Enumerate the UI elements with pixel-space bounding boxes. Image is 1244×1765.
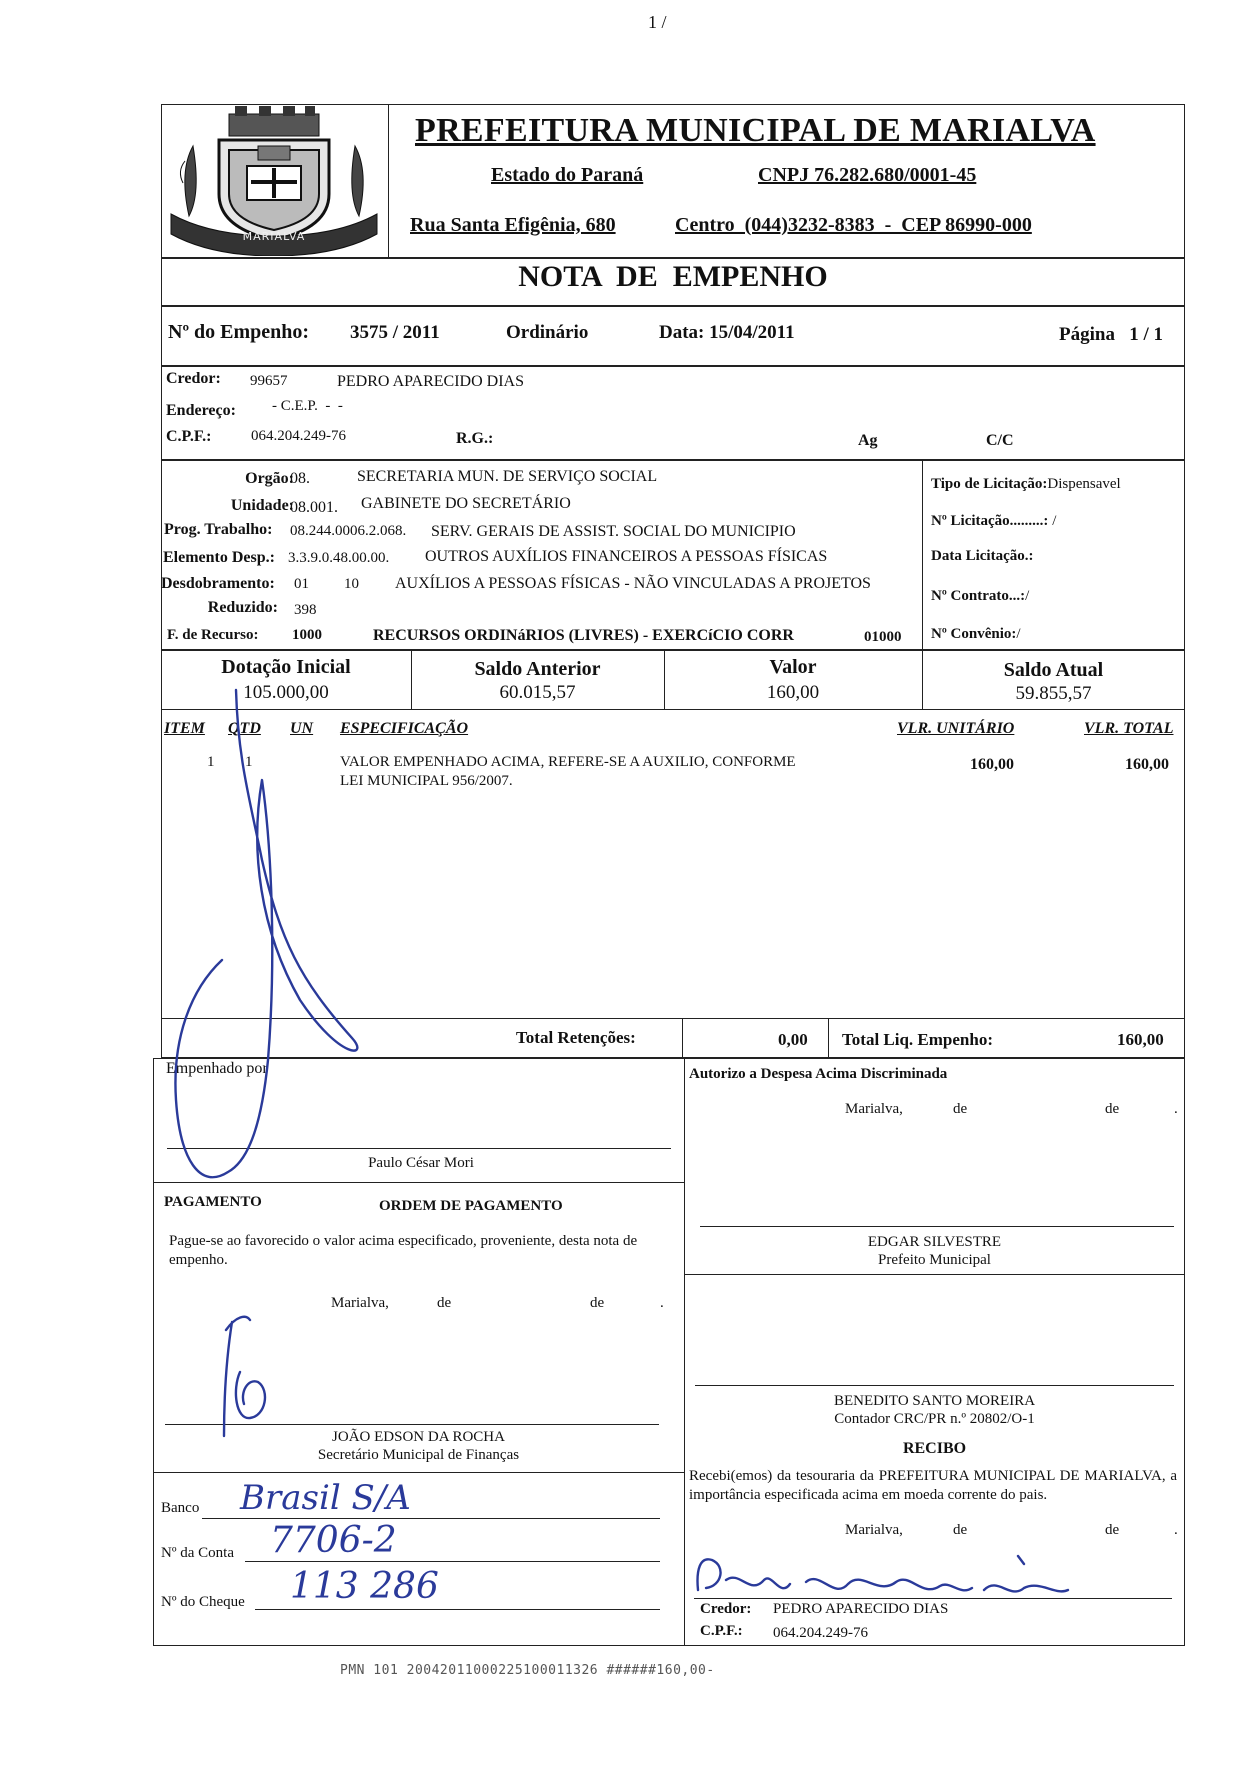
rg-label: R.G.:: [456, 430, 494, 447]
address-label: Rua Santa Efigênia, 680: [410, 214, 616, 236]
ag-label: Ag: [858, 432, 878, 449]
credor-code: 99657: [250, 373, 288, 389]
row-espec-line2: LEI MUNICIPAL 956/2007.: [340, 773, 513, 789]
tipo-licitacao-label: Tipo de Licitação:Dispensavel: [931, 476, 1121, 492]
recibo-credor-name: PEDRO APARECIDO DIAS: [773, 1601, 949, 1617]
credor-name: PEDRO APARECIDO DIAS: [337, 373, 524, 390]
cheque-handwritten-value: 113 286: [290, 1566, 439, 1607]
unidade-code: 08.001.: [290, 499, 338, 516]
row-item: 1: [207, 754, 215, 770]
col-vlr-unitario: VLR. UNITÁRIO: [897, 720, 1015, 737]
cc-label: C/C: [986, 432, 1014, 449]
recibo-local: Marialva,: [845, 1522, 903, 1538]
elemento-label: Elemento Desp.:: [163, 549, 275, 566]
pagamento-local: Marialva,: [331, 1295, 389, 1311]
pagamento-dot: .: [660, 1295, 664, 1311]
pagamento-de1: de: [437, 1295, 452, 1311]
valor-value: 160,00: [766, 682, 820, 703]
col-vlr-total: VLR. TOTAL: [1084, 720, 1174, 737]
banco-label: Banco: [161, 1500, 200, 1516]
row-qtd: 1: [245, 754, 253, 770]
row-vlr-unit: 160,00: [970, 756, 1014, 773]
conta-handwritten-value: 7706-2: [270, 1520, 397, 1561]
orgao-code: 08.: [290, 470, 310, 487]
orgao-name: SECRETARIA MUN. DE SERVIÇO SOCIAL: [357, 468, 658, 485]
retencoes-label: Total Retenções:: [516, 1028, 636, 1047]
col-especificacao: ESPECIFICAÇÃO: [340, 720, 469, 737]
col-qtd: QTD: [228, 720, 261, 737]
saldo-atual-label: Saldo Atual: [1003, 659, 1104, 681]
orgao-label: Orgão:: [245, 470, 294, 487]
state-label: Estado do Paraná: [491, 164, 644, 186]
empenhado-signature: [175, 690, 357, 1177]
prefeito-name: EDGAR SILVESTRE: [867, 1234, 1002, 1250]
autorizo-de1: de: [953, 1101, 968, 1117]
dotacao-inicial-label: Dotação Inicial: [221, 656, 351, 678]
row-espec-line1: VALOR EMPENHADO ACIMA, REFERE-SE A AUXILIO, CONFORME: [340, 754, 796, 770]
reduzido-label: Reduzido:: [207, 599, 278, 616]
logo-banner-text: MARIALVA: [242, 230, 306, 243]
empenhado-label: Empenhado por: [166, 1060, 268, 1077]
pagamento-text: Pague-se ao favorecido o valor acima especificado, proveniente, desta nota de empenho.: [169, 1233, 638, 1268]
conta-label: Nº da Conta: [161, 1545, 234, 1561]
recibo-cpf-value: 064.204.249-76: [773, 1625, 868, 1641]
reduzido-value: 398: [294, 602, 317, 618]
pagamento-label: PAGAMENTO: [164, 1194, 262, 1210]
cnpj-label: CNPJ 76.282.680/0001-45: [758, 164, 977, 186]
recibo-text: Recebi(emos) da tesouraria da PREFEITURA MUNICIPAL DE MARIALVA, a importância especificada acima em moeda corrente do pais.: [689, 1468, 1177, 1503]
unidade-name: GABINETE DO SECRETÁRIO: [361, 495, 571, 512]
recurso-sub: 01000: [864, 629, 902, 645]
recibo-de1: de: [953, 1522, 968, 1538]
retencoes-value: 0,00: [778, 1030, 808, 1049]
empenhado-name: Paulo César Mori: [368, 1155, 474, 1171]
empenho-type: Ordinário: [506, 322, 589, 343]
endereco-label: Endereço:: [166, 402, 236, 419]
prefeito-role: Prefeito Municipal: [878, 1252, 991, 1268]
cheque-label: Nº do Cheque: [161, 1594, 245, 1610]
secretario-name: JOÃO EDSON DA ROCHA: [332, 1429, 505, 1445]
tipo-licitacao-value: Dispensavel: [1047, 476, 1121, 492]
prog-label: Prog. Trabalho:: [164, 521, 273, 538]
data-licitacao-label: Data Licitação.:: [931, 548, 1034, 564]
contrato-value: /: [1025, 588, 1030, 604]
col-item: ITEM: [164, 720, 205, 737]
banco-handwritten-value: Brasil S/A: [240, 1478, 411, 1518]
liquido-value: 160,00: [1117, 1030, 1164, 1049]
ordem-pagamento-label: ORDEM DE PAGAMENTO: [379, 1198, 563, 1214]
doc-title: NOTA DE EMPENHO: [518, 260, 828, 293]
recibo-cpf-label: C.P.F.:: [700, 1623, 743, 1639]
prog-code: 08.244.0006.2.068.: [290, 523, 407, 539]
machine-print-line: PMN 101 20042011000225100011326 ######160,00-: [340, 1663, 715, 1678]
secretario-signature: [224, 1317, 265, 1436]
elemento-code: 3.3.9.0.48.00.00.: [288, 550, 390, 566]
recurso-label: F. de Recurso:: [167, 627, 259, 643]
contador-name: BENEDITO SANTO MOREIRA: [833, 1393, 1036, 1409]
autorizo-local: Marialva,: [845, 1101, 903, 1117]
autorizo-de2: de: [1105, 1101, 1120, 1117]
recibo-title: RECIBO: [902, 1440, 967, 1457]
contador-role: Contador CRC/PR n.º 20802/O-1: [834, 1411, 1035, 1427]
prog-name: SERV. GERAIS DE ASSIST. SOCIAL DO MUNICIPIO: [431, 523, 796, 540]
page-title: PREFEITURA MUNICIPAL DE MARIALVA: [415, 112, 1096, 149]
pagamento-de2: de: [590, 1295, 605, 1311]
recurso-code: 1000: [292, 627, 322, 643]
top-mark: 1 /: [648, 12, 667, 32]
liquido-label: Total Liq. Empenho:: [842, 1030, 993, 1049]
credor-label: Credor:: [166, 370, 221, 387]
empenho-number-label: Nº do Empenho:: [168, 321, 310, 343]
page-number: Página 1 / 1: [1059, 324, 1163, 345]
desdobramento-code: 01: [294, 576, 309, 592]
empenho-number: 3575 / 2011: [350, 322, 440, 343]
saldo-atual-value: 59.855,57: [1015, 683, 1092, 704]
recurso-name: RECURSOS ORDINáRIOS (LIVRES) - EXERCíCIO CORR: [373, 627, 794, 644]
dotacao-inicial-value: 105.000,00: [243, 682, 329, 703]
recibo-credor-label: Credor:: [700, 1601, 752, 1617]
recibo-dot: .: [1174, 1522, 1178, 1538]
empenho-date: Data: 15/04/2011: [659, 322, 795, 343]
secretario-role: Secretário Municipal de Finanças: [317, 1447, 520, 1463]
desdobramento-label: Desdobramento:: [161, 575, 275, 592]
desdobramento-name: AUXÍLIOS A PESSOAS FÍSICAS - NÃO VINCULADAS A PROJETOS: [395, 575, 871, 592]
valor-label: Valor: [769, 656, 817, 678]
col-un: UN: [290, 720, 314, 737]
credor-signature: [698, 1556, 1068, 1591]
autorizo-dot: .: [1174, 1101, 1178, 1117]
saldo-anterior-value: 60.015,57: [499, 682, 576, 703]
recibo-de2: de: [1105, 1522, 1120, 1538]
numero-licitacao-label: Nº Licitação.........: /: [931, 513, 1057, 529]
endereco-value: - C.E.P. - -: [272, 398, 343, 414]
cpf-label: C.P.F.:: [166, 428, 212, 445]
saldo-anterior-label: Saldo Anterior: [474, 658, 601, 680]
autorizo-label: Autorizo a Despesa Acima Discriminada: [689, 1066, 948, 1082]
convenio-value: /: [1016, 626, 1021, 642]
desdobramento-sub: 10: [344, 576, 359, 592]
contrato-label: Nº Contrato...:/: [931, 588, 1030, 604]
contact-label: Centro (044)3232-8383 - CEP 86990-000: [675, 214, 1032, 236]
numero-licitacao-value: /: [1052, 513, 1057, 529]
cpf-value: 064.204.249-76: [251, 428, 346, 444]
elemento-name: OUTROS AUXÍLIOS FINANCEIROS A PESSOAS FÍSICAS: [425, 548, 828, 565]
row-vlr-total: 160,00: [1125, 756, 1169, 773]
unidade-label: Unidade:: [230, 497, 294, 514]
convenio-label: Nº Convênio:/: [931, 626, 1021, 642]
